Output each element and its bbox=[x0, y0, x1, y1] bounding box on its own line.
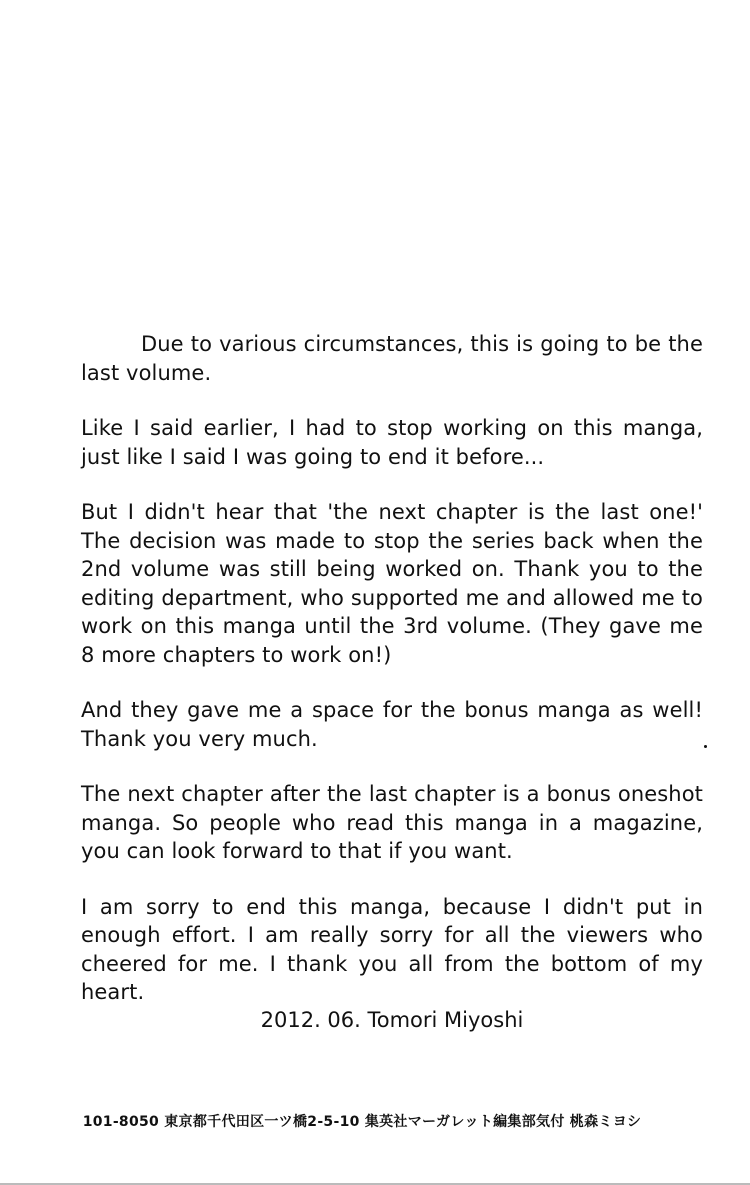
paragraph-bonus-space: And they gave me a space for the bonus manga as well! Thank you very much. bbox=[81, 698, 703, 751]
paragraph-last-volume: Due to various circumstances, this is going to be the last volume. bbox=[81, 332, 703, 385]
paragraph-apology: I am sorry to end this manga, because I didn't put in enough effort. I am really sorry for all the viewers who cheered for me. I thank you all from the bottom of my heart. bbox=[81, 894, 703, 1004]
afterword-letter bbox=[81, 330, 703, 1034]
fan-mail-address: 101-8050 東京都千代田区一ツ橋2-5-10 集英社マーガレット編集部気付 桃森ミヨシ bbox=[82, 1114, 642, 1130]
paragraph-decision: But I didn't hear that 'the next chapter is the last one!' The decision was made to stop the series back when the 2nd volume was still being worked on. Thank you to the editing department, who supported me and allowed me to work on this manga until the 3rd volume. (They gave me 8 more chapters to work on!) bbox=[81, 500, 703, 667]
paragraph-bonus-oneshot: The next chapter after the last chapter is a bonus oneshot manga. So people who read this manga in a magazine, you can look forward to that if you want. bbox=[81, 782, 703, 863]
paragraph-stop-working: Like I said earlier, I had to stop working on this manga, just like I said I was going to end it before... bbox=[81, 416, 703, 469]
ink-dot bbox=[704, 745, 707, 748]
signature-date: 2012. 06. Tomori Miyoshi bbox=[260, 1008, 524, 1032]
